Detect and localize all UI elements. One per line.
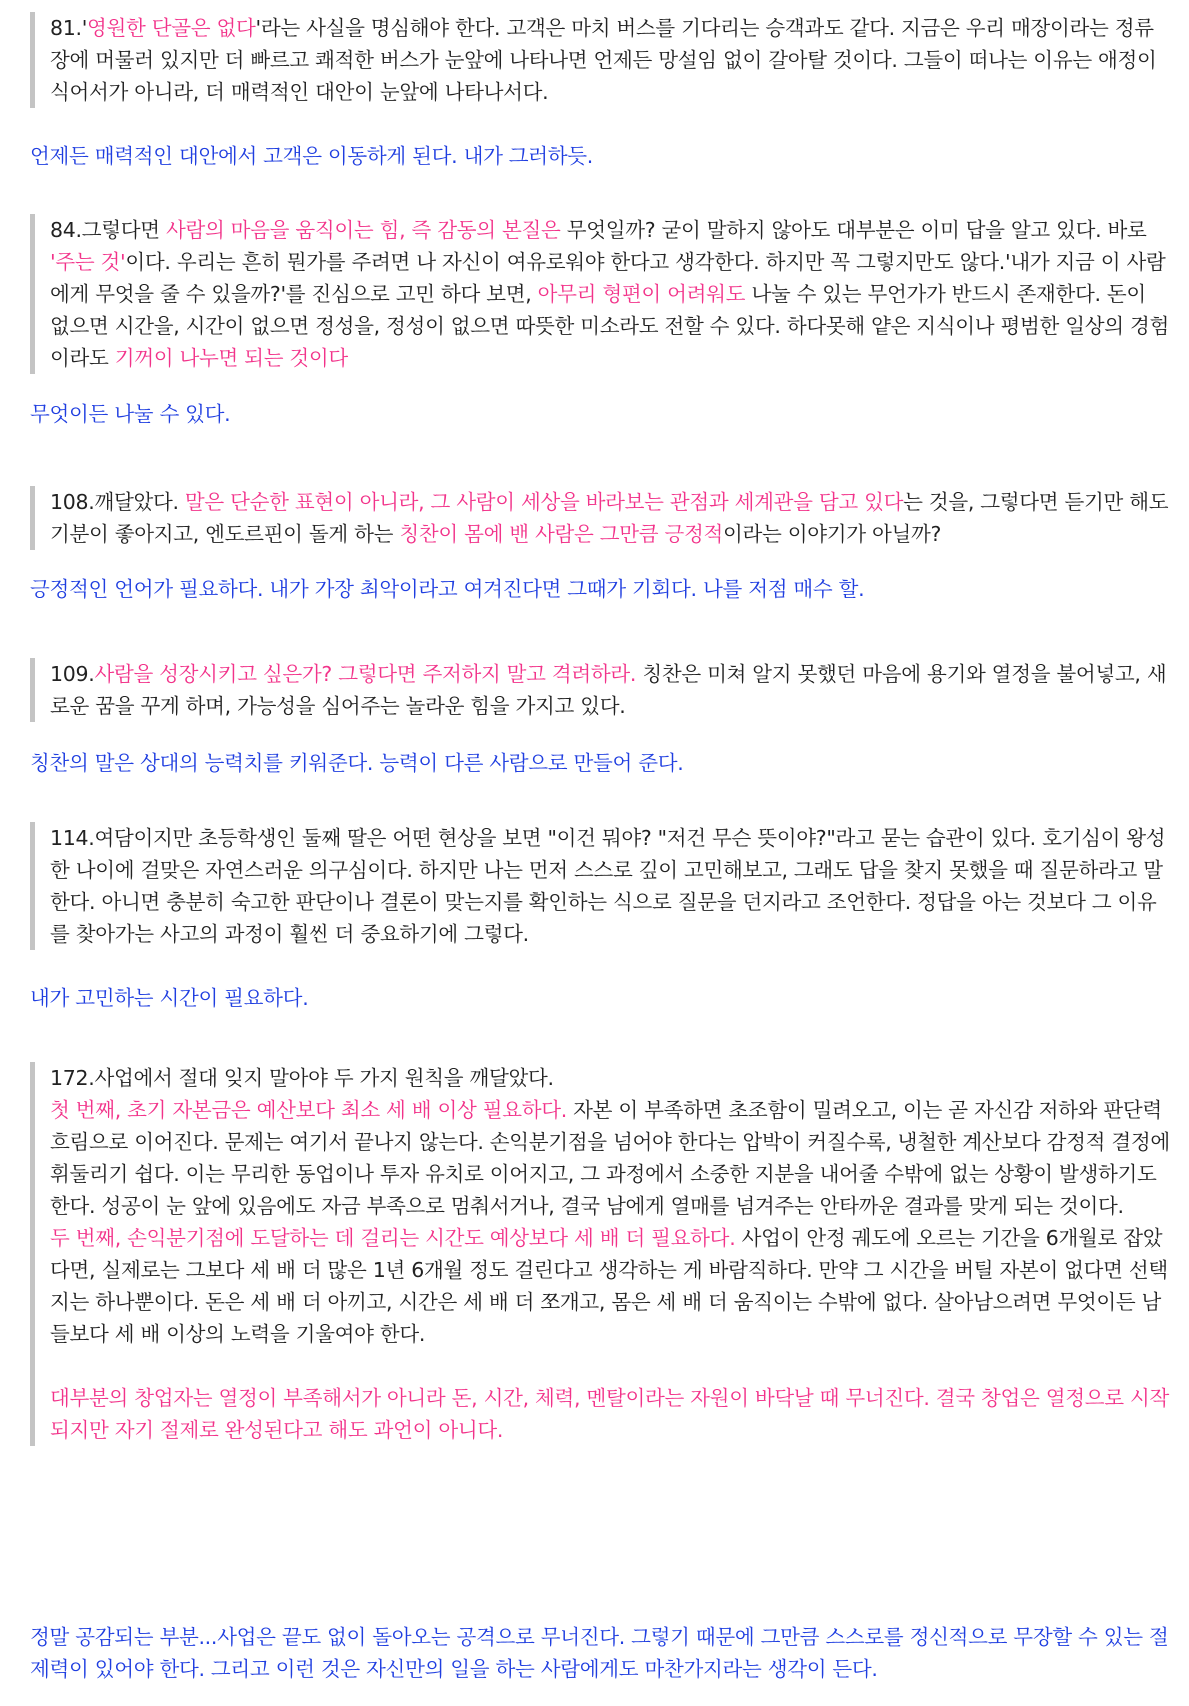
quote-paragraph: [50, 1222, 1170, 1350]
quote-text: 81.': [50, 16, 88, 40]
highlighted-text: '주는 것': [50, 250, 126, 274]
quote-text: 172.사업에서 절대 잊지 말아야 두 가지 원칙을 깨달았다.: [50, 1066, 554, 1090]
quote-text: 칭찬은 미쳐 알지 못했던 마음에 용기와 열정을 불어넣고, 새로운 꿈을 꾸게 하며, 가능성을 심어주는 놀라운 힘을 가지고 있다.: [50, 662, 1167, 718]
highlighted-text: 아무리 형편이 어려워도: [537, 282, 746, 306]
quote-paragraph: [50, 1382, 1170, 1446]
quote-paragraph: [50, 658, 1170, 722]
paragraph-gap: [50, 1350, 1170, 1382]
quote-paragraph: [50, 486, 1170, 550]
comment-108: 긍정적인 언어가 필요하다. 내가 가장 최악이라고 여겨진다면 그때가 기회다. 나를 저점 매수 할.: [30, 577, 865, 601]
highlighted-text: 첫 번째, 초기 자본금은 예산보다 최소 세 배 이상 필요하다.: [50, 1098, 567, 1122]
quote-84: [30, 214, 1170, 374]
highlighted-text: 영원한 단골은 없다: [87, 16, 256, 40]
comment-114: 내가 고민하는 시간이 필요하다.: [30, 986, 309, 1010]
quote-text: 무엇일까? 굳이 말하지 않아도 대부분은 이미 답을 알고 있다. 바로: [560, 218, 1147, 242]
quote-text: 114.여담이지만 초등학생인 둘째 딸은 어떤 현상을 보면 "이건 뭐야? "저건 무슨 뜻이야?"라고 묻는 습관이 있다. 호기심이 왕성한 나이에 걸맞은 자연스러운 의구심이다. 하지만 나는 먼저 스스로 깊이 고민해보고, 그래도 답을 찾지 못했을 때 질문하라고 말한다. 아니면 충분히 숙고한 판단이나 결론이 맞는지를 확인하는 식으로 질문을 던지라고 조언한다. 정답을 아는 것보다 그 이유를 찾아가는 사고의 과정이 훨씬 더 중요하기에 그렇다.: [50, 826, 1166, 946]
comment-109: 칭찬의 말은 상대의 능력치를 키워준다. 능력이 다른 사람으로 만들어 준다.: [30, 751, 684, 775]
highlighted-text: 사람의 마음을 움직이는 힘, 즉 감동의 본질은: [165, 218, 561, 242]
quote-text: 109.: [50, 662, 95, 686]
comment-172: 정말 공감되는 부분...사업은 끝도 없이 돌아오는 공격으로 무너진다. 그렇기 때문에 그만큼 스스로를 정신적으로 무장할 수 있는 절제력이 있어야 한다. 그리고 이런 것은 자신만의 일을 하는 사람에게도 마찬가지라는 생각이 든다.: [30, 1625, 1169, 1681]
quote-109: [30, 658, 1170, 722]
highlighted-text: 칭찬이 몸에 밴 사람은 그만큼 긍정적: [399, 522, 723, 546]
quote-paragraph: [50, 1062, 1170, 1094]
quote-text: 이다. 우리는 흔히 뭔가를 주려면 나 자신이 여유로워야 한다고 생각한다. 하지만 꼭 그렇지만도 않다.'내가 지금 이 사람에게 무엇을 줄 수 있을까?'를 진심으로 고민 하다 보면,: [50, 250, 1166, 306]
quote-paragraph: [50, 12, 1170, 108]
quote-text: '라는 사실을 명심해야 한다. 고객은 마치 버스를 기다리는 승객과도 같다. 지금은 우리 매장이라는 정류장에 머물러 있지만 더 빠르고 쾌적한 버스가 눈앞에 나타나면 언제든 망설임 없이 갈아탈 것이다. 그들이 떠나는 이유는 애정이 식어서가 아니라, 더 매력적인 대안이 눈앞에 나타나서다.: [50, 16, 1157, 104]
quote-172: [30, 1062, 1170, 1446]
comment-81: 언제든 매력적인 대안에서 고객은 이동하게 된다. 내가 그러하듯.: [30, 144, 594, 168]
quote-81: [30, 12, 1170, 108]
quote-108: [30, 486, 1170, 550]
highlighted-text: 기꺼이 나누면 되는 것이다: [114, 346, 348, 370]
quote-paragraph: [50, 214, 1170, 374]
highlighted-text: 말은 단순한 표현이 아니라, 그 사람이 세상을 바라보는 관점과 세계관을 담고 있다: [184, 490, 904, 514]
highlighted-text: 두 번째, 손익분기점에 도달하는 데 걸리는 시간도 예상보다 세 배 더 필요하다.: [50, 1226, 736, 1250]
highlighted-text: 대부분의 창업자는 열정이 부족해서가 아니라 돈, 시간, 체력, 멘탈이라는 자원이 바닥날 때 무너진다. 결국 창업은 열정으로 시작되지만 자기 절제로 완성된다고 해도 과언이 아니다.: [50, 1386, 1169, 1442]
quote-paragraph: [50, 1094, 1170, 1222]
quote-text: 84.그렇다면: [50, 218, 166, 242]
quote-text: 나눌 수 있는 무언가가 반드시 존재한다. 돈이 없으면 시간을, 시간이 없으면 정성을, 정성이 없으면 따뜻한 미소라도 전할 수 있다. 하다못해 얕은 지식이나 평범한 일상의 경험이라도: [50, 282, 1169, 370]
quote-114: [30, 822, 1170, 950]
quote-text: 108.깨달았다.: [50, 490, 185, 514]
quote-text: 사업이 안정 궤도에 오르는 기간을 6개월로 잡았다면, 실제로는 그보다 세 배 더 많은 1년 6개월 정도 걸린다고 생각하는 게 바람직하다. 만약 그 시간을 버틸 자본이 없다면 선택지는 하나뿐이다. 돈은 세 배 더 아끼고, 시간은 세 배 더 쪼개고, 몸은 세 배 더 움직이는 수밖에 없다. 살아남으려면 무엇이든 남들보다 세 배 이상의 노력을 기울여야 한다.: [50, 1226, 1168, 1346]
quote-text: 자본 이 부족하면 초조함이 밀려오고, 이는 곧 자신감 저하와 판단력 흐림으로 이어진다. 문제는 여기서 끝나지 않는다. 손익분기점을 넘어야 한다는 압박이 커질수록, 냉철한 계산보다 감정적 결정에 휘둘리기 쉽다. 이는 무리한 동업이나 투자 유치로 이어지고, 그 과정에서 소중한 지분을 내어줄 수밖에 없는 상황이 발생하기도 한다. 성공이 눈 앞에 있음에도 자금 부족으로 멈춰서거나, 결국 남에게 열매를 넘겨주는 안타까운 결과를 맞게 되는 것이다.: [50, 1098, 1170, 1218]
comment-84: 무엇이든 나눌 수 있다.: [30, 402, 231, 426]
quote-text: 이라는 이야기가 아닐까?: [723, 522, 942, 546]
quote-text: 는 것을, 그렇다면 듣기만 해도 기분이 좋아지고, 엔도르핀이 돌게 하는: [50, 490, 1169, 546]
quote-paragraph: [50, 822, 1170, 950]
highlighted-text: 사람을 성장시키고 싶은가? 그렇다면 주저하지 말고 격려하라.: [94, 662, 637, 686]
